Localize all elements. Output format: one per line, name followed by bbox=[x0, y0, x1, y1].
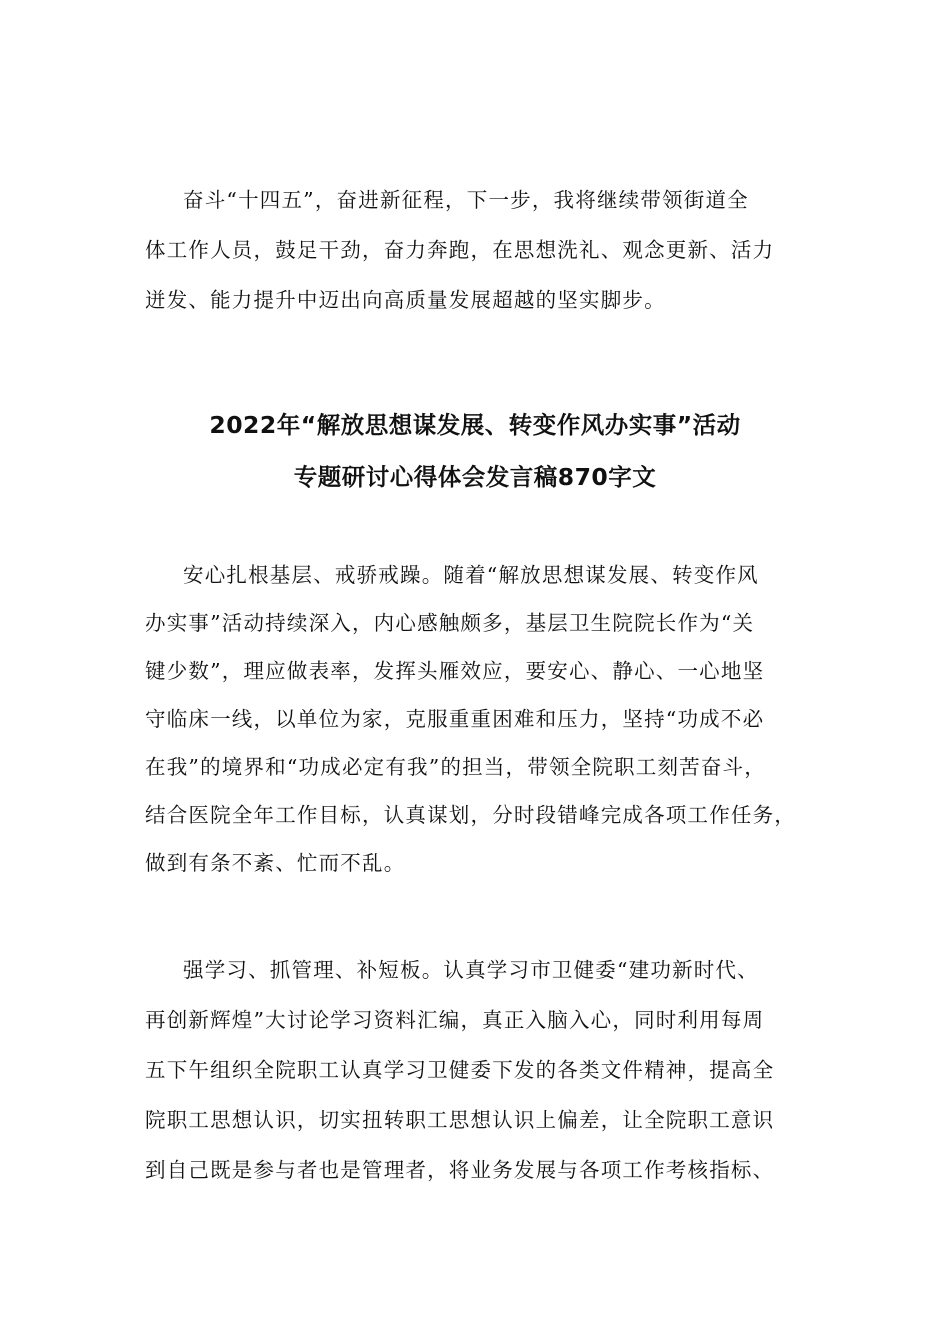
paragraph-line: 做到有条不紊、忙而不乱。 bbox=[145, 851, 406, 875]
paragraph-line: 强学习、抓管理、补短板。认真学习市卫健委“建功新时代、 bbox=[183, 958, 759, 982]
paragraph-line: 体工作人员，鼓足干劲，奋力奔跑，在思想洗礼、观念更新、活力 bbox=[145, 238, 775, 262]
title-line: 专题研讨心得体会发言稿870字文 bbox=[293, 463, 657, 491]
paragraph-line: 再创新辉煌”大讨论学习资料汇编，真正入脑入心，同时利用每周 bbox=[145, 1008, 765, 1032]
paragraph-line: 结合医院全年工作目标，认真谋划，分时段错峰完成各项工作任务， bbox=[145, 803, 796, 827]
paragraph-line: 守临床一线，以单位为家，克服重重困难和压力，坚持“功成不必 bbox=[145, 707, 765, 731]
title-line: 2022年“解放思想谋发展、转变作风办实事”活动 bbox=[209, 411, 741, 439]
paragraph-line: 迸发、能力提升中迈出向高质量发展超越的坚实脚步。 bbox=[145, 288, 666, 312]
paragraph-line: 院职工思想认识，切实扭转职工思想认识上偏差，让全院职工意识 bbox=[145, 1108, 775, 1132]
paragraph-line: 五下午组织全院职工认真学习卫健委下发的各类文件精神，提高全 bbox=[145, 1058, 775, 1082]
paragraph-line: 奋斗“十四五”，奋进新征程，下一步，我将继续带领街道全 bbox=[183, 188, 749, 212]
paragraph-line: 办实事”活动持续深入，内心感触颇多，基层卫生院院长作为“关 bbox=[145, 611, 755, 635]
paragraph-line: 在我”的境界和“功成必定有我”的担当，带领全院职工刻苦奋斗， bbox=[145, 755, 766, 779]
paragraph-line: 到自己既是参与者也是管理者，将业务发展与各项工作考核指标、 bbox=[145, 1158, 775, 1182]
paragraph-line: 安心扎根基层、戒骄戒躁。随着“解放思想谋发展、转变作风 bbox=[183, 563, 759, 587]
paragraph-line: 键少数”，理应做表率，发挥头雁效应，要安心、静心、一心地坚 bbox=[145, 659, 765, 683]
